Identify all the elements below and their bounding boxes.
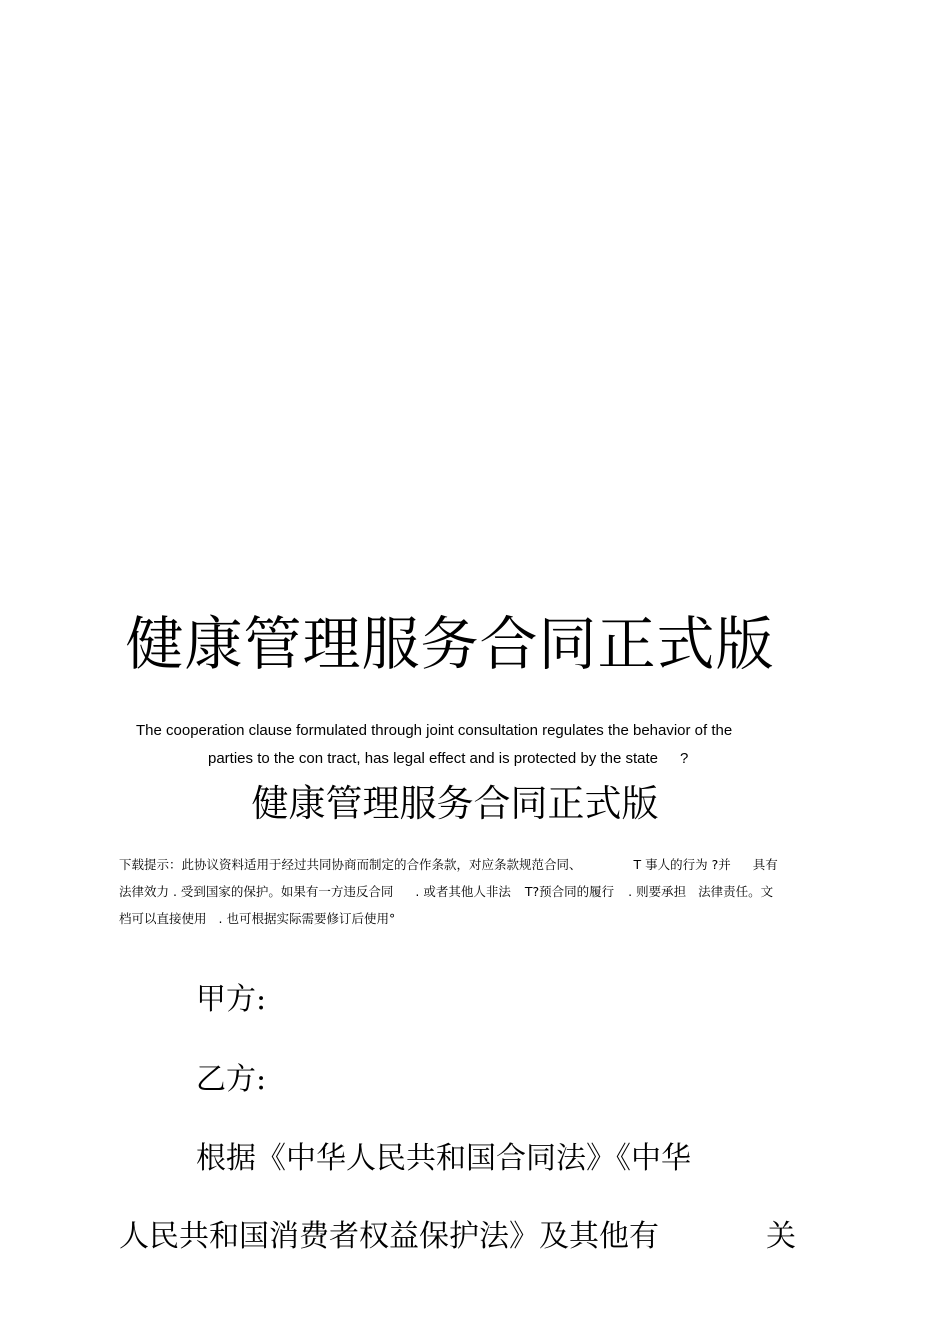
notice-segment: T 事人的行为 ?并	[633, 857, 731, 872]
party-b-label: 乙方:	[196, 1062, 267, 1097]
notice-segment: 档可以直接使用	[119, 911, 207, 926]
notice-segment: 具有	[752, 857, 778, 872]
notice-segment: T?预合同的履行	[524, 884, 615, 899]
english-subtitle-line-2	[208, 749, 688, 769]
notice-segment: 法律效力 . 受到国家的保护。如果有一方违反合同	[119, 884, 394, 899]
notice-segment: . 或者其他人非法	[415, 884, 511, 899]
body-text-line-2	[119, 1217, 796, 1257]
download-notice-line-1	[119, 856, 778, 874]
body-text-line-2-tail: 关	[766, 1219, 796, 1254]
english-subtitle-mark: ?	[680, 750, 689, 767]
party-a-label: 甲方:	[196, 982, 267, 1017]
document-second-title: 健康管理服务合同正式版	[251, 782, 659, 825]
notice-segment: . 也可根据实际需要修订后使用°	[218, 911, 396, 926]
notice-segment: 下载提示：此协议资料适用于经过共同协商而制定的合作条款，对应条款规范合同、	[119, 857, 582, 872]
body-text-line-1: 根据《中华人民共和国合同法》《中华	[196, 1141, 691, 1176]
download-notice-line-2	[119, 883, 773, 901]
notice-segment: . 则要承担	[628, 884, 687, 899]
body-text-line-2-main: 人民共和国消费者权益保护法》及其他有	[119, 1219, 659, 1254]
notice-segment: 法律责任。文	[698, 884, 774, 899]
english-subtitle-line-1: The cooperation clause formulated through joint consultation regulates the behavior of the	[136, 722, 733, 739]
download-notice-line-3	[119, 910, 395, 928]
english-subtitle-line-2-text: parties to the con tract, has legal effect and is protected by the state	[208, 750, 658, 767]
document-main-title: 健康管理服务合同正式版	[125, 610, 775, 678]
